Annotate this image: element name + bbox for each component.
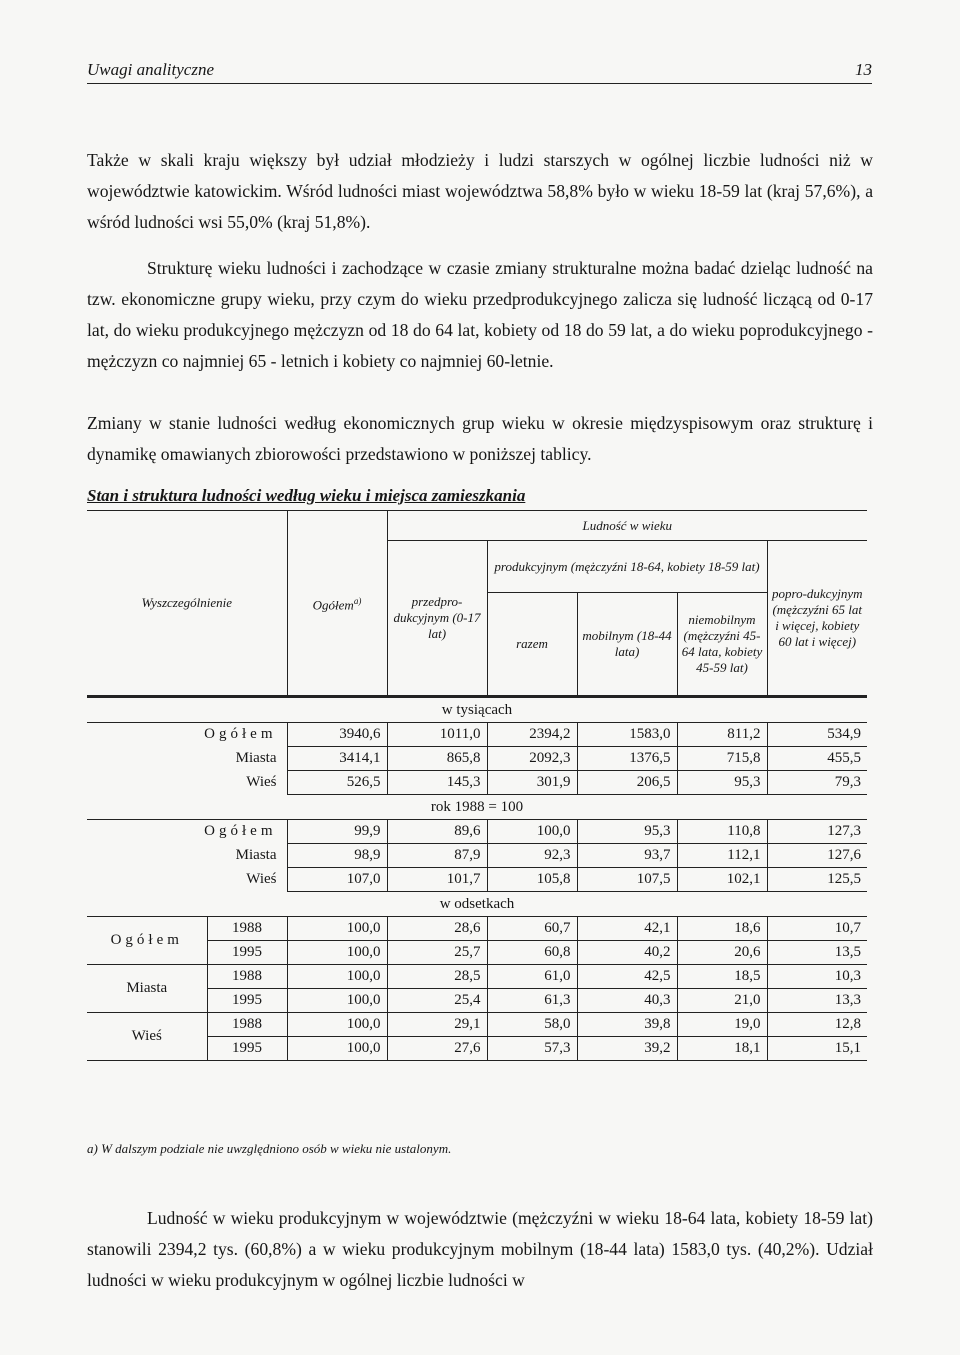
section-label-pct: w odsetkach xyxy=(87,892,867,917)
cell-value: 526,5 xyxy=(287,771,387,795)
cell-value: 2092,3 xyxy=(487,747,577,771)
cell-value: 89,6 xyxy=(387,820,487,844)
header-ogolem xyxy=(287,511,387,697)
cell-value: 27,6 xyxy=(387,1037,487,1061)
cell-value: 101,7 xyxy=(387,868,487,892)
cell-value: 100,0 xyxy=(287,1037,387,1061)
cell-value: 455,5 xyxy=(767,747,867,771)
cell-value: 95,3 xyxy=(677,771,767,795)
row-label: Ogółem xyxy=(204,823,277,840)
cell-value: 25,7 xyxy=(387,941,487,965)
section-label-tys: w tysiącach xyxy=(87,697,867,723)
cell-value: 125,5 xyxy=(767,868,867,892)
cell-value: 100,0 xyxy=(287,965,387,989)
group-label: Wieś xyxy=(87,1013,207,1061)
population-table xyxy=(87,510,867,1061)
cell-value: 127,3 xyxy=(767,820,867,844)
cell-value: 3414,1 xyxy=(287,747,387,771)
cell-value: 19,0 xyxy=(677,1013,767,1037)
row-label: Wieś xyxy=(246,774,277,790)
table-row xyxy=(87,771,867,795)
cell-value: 107,5 xyxy=(577,868,677,892)
page-number: 13 xyxy=(855,60,872,79)
cell-value: 10,3 xyxy=(767,965,867,989)
cell-value: 100,0 xyxy=(287,1013,387,1037)
table-row xyxy=(87,965,867,989)
table-row xyxy=(87,1013,867,1037)
group-label: Ogółem xyxy=(87,917,207,965)
section-title: Uwagi analityczne xyxy=(87,60,215,79)
cell-value: 1376,5 xyxy=(577,747,677,771)
cell-value: 92,3 xyxy=(487,844,577,868)
section-label-dyn: rok 1988 = 100 xyxy=(87,795,867,820)
cell-value: 99,9 xyxy=(287,820,387,844)
cell-value: 3940,6 xyxy=(287,723,387,747)
cell-value: 112,1 xyxy=(677,844,767,868)
cell-value: 28,6 xyxy=(387,917,487,941)
running-head xyxy=(87,60,872,84)
table-row xyxy=(87,820,867,844)
year-cell: 1988 xyxy=(207,917,287,941)
year-cell: 1995 xyxy=(207,989,287,1013)
cell-value: 39,8 xyxy=(577,1013,677,1037)
cell-value: 15,1 xyxy=(767,1037,867,1061)
table-row xyxy=(87,917,867,941)
table-row xyxy=(87,723,867,747)
paragraph-1: Także w skali kraju większy był udział młodzieży i ludzi starszych w ogólnej liczbie ludności niż w województwie katowickim. Wśród ludności miast województwa 58,8% było w wieku 18-59 lat (kraj 57,6%), a wśród ludności wsi 55,0% (kraj 51,8%). xyxy=(87,150,873,232)
year-cell: 1988 xyxy=(207,1013,287,1037)
paragraph-2: Strukturę wieku ludności i zachodzące w czasie zmiany strukturalne można badać dzieląc ludność na tzw. ekonomiczne grupy wieku, przy czym do wieku przedprodukcyjnego zalicza się ludność liczącą od 0-17 lat, do wieku produkcyjnego mężczyzn od 18 do 64 lat, kobiety od 18 do 59 lat, a do wieku poprodukcyjnego - mężczyzn co najmniej 65 - letnich i kobiety co najmniej 60-letnie. xyxy=(87,258,873,371)
cell-value: 100,0 xyxy=(287,917,387,941)
cell-value: 13,5 xyxy=(767,941,867,965)
table-title: Stan i struktura ludności według wieku i miejsca zamieszkania xyxy=(87,486,526,505)
table-row xyxy=(87,868,867,892)
cell-value: 93,7 xyxy=(577,844,677,868)
cell-value: 110,8 xyxy=(677,820,767,844)
header-przedprodukcyjnym: przedpro-dukcyjnym (0-17 lat) xyxy=(387,541,487,697)
cell-value: 100,0 xyxy=(287,941,387,965)
cell-value: 107,0 xyxy=(287,868,387,892)
cell-value: 57,3 xyxy=(487,1037,577,1061)
cell-value: 60,7 xyxy=(487,917,577,941)
table-row xyxy=(87,844,867,868)
cell-value: 13,3 xyxy=(767,989,867,1013)
row-label: Miasta xyxy=(235,847,277,863)
cell-value: 10,7 xyxy=(767,917,867,941)
cell-value: 40,2 xyxy=(577,941,677,965)
cell-value: 28,5 xyxy=(387,965,487,989)
table-footnote: a) W dalszym podziale nie uwzględniono osób w wieku nie ustalonym. xyxy=(87,1141,452,1156)
cell-value: 715,8 xyxy=(677,747,767,771)
cell-value: 145,3 xyxy=(387,771,487,795)
cell-value: 25,4 xyxy=(387,989,487,1013)
cell-value: 811,2 xyxy=(677,723,767,747)
year-cell: 1988 xyxy=(207,965,287,989)
cell-value: 100,0 xyxy=(287,989,387,1013)
cell-value: 42,1 xyxy=(577,917,677,941)
cell-value: 60,8 xyxy=(487,941,577,965)
cell-value: 95,3 xyxy=(577,820,677,844)
cell-value: 18,5 xyxy=(677,965,767,989)
cell-value: 865,8 xyxy=(387,747,487,771)
cell-value: 12,8 xyxy=(767,1013,867,1037)
cell-value: 534,9 xyxy=(767,723,867,747)
header-produkcyjnym: produkcyjnym (mężczyźni 18-64, kobiety 18-59 lat) xyxy=(487,541,767,593)
year-cell: 1995 xyxy=(207,1037,287,1061)
cell-value: 29,1 xyxy=(387,1013,487,1037)
year-cell: 1995 xyxy=(207,941,287,965)
header-razem: razem xyxy=(487,593,577,697)
cell-value: 206,5 xyxy=(577,771,677,795)
header-poprodukcyjnym: popro-dukcyjnym (mężczyźni 65 lat i więcej, kobiety 60 lat i więcej) xyxy=(767,541,867,697)
cell-value: 87,9 xyxy=(387,844,487,868)
cell-value: 1583,0 xyxy=(577,723,677,747)
cell-value: 61,3 xyxy=(487,989,577,1013)
cell-value: 1011,0 xyxy=(387,723,487,747)
header-ogolem-footnote-mark: a) xyxy=(353,595,362,606)
cell-value: 2394,2 xyxy=(487,723,577,747)
header-ogolem-label: Ogółem xyxy=(312,597,354,613)
table-row xyxy=(87,747,867,771)
group-label: Miasta xyxy=(87,965,207,1013)
cell-value: 42,5 xyxy=(577,965,677,989)
cell-value: 58,0 xyxy=(487,1013,577,1037)
header-wyszczegolnienie: Wyszczególnienie xyxy=(87,511,287,697)
cell-value: 127,6 xyxy=(767,844,867,868)
cell-value: 18,1 xyxy=(677,1037,767,1061)
header-mobilnym: mobilnym (18-44 lata) xyxy=(577,593,677,697)
cell-value: 61,0 xyxy=(487,965,577,989)
row-label: Miasta xyxy=(235,750,277,766)
cell-value: 100,0 xyxy=(487,820,577,844)
cell-value: 40,3 xyxy=(577,989,677,1013)
cell-value: 18,6 xyxy=(677,917,767,941)
row-label: Ogółem xyxy=(204,726,277,743)
header-ludnosc-w-wieku: Ludność w wieku xyxy=(387,511,867,541)
cell-value: 21,0 xyxy=(677,989,767,1013)
header-niemobilnym: niemobilnym (mężczyźni 45-64 lata, kobiety 45-59 lat) xyxy=(677,593,767,697)
cell-value: 79,3 xyxy=(767,771,867,795)
cell-value: 39,2 xyxy=(577,1037,677,1061)
cell-value: 20,6 xyxy=(677,941,767,965)
row-label: Wieś xyxy=(246,871,277,887)
cell-value: 105,8 xyxy=(487,868,577,892)
cell-value: 102,1 xyxy=(677,868,767,892)
paragraph-3: Zmiany w stanie ludności według ekonomicznych grup wieku w okresie międzyspisowym oraz strukturę i dynamikę omawianych zbiorowości przedstawiono w poniższej tablicy. xyxy=(87,413,873,464)
paragraph-4: Ludność w wieku produkcyjnym w województwie (mężczyźni w wieku 18-64 lata, kobiety 18-59 lat) stanowili 2394,2 tys. (60,8%) a w wieku produkcyjnym mobilnym (18-44 lata) 1583,0 tys. (40,2%). Udział ludności w wieku produkcyjnym w ogólnej liczbie ludności w xyxy=(87,1208,873,1290)
cell-value: 98,9 xyxy=(287,844,387,868)
cell-value: 301,9 xyxy=(487,771,577,795)
